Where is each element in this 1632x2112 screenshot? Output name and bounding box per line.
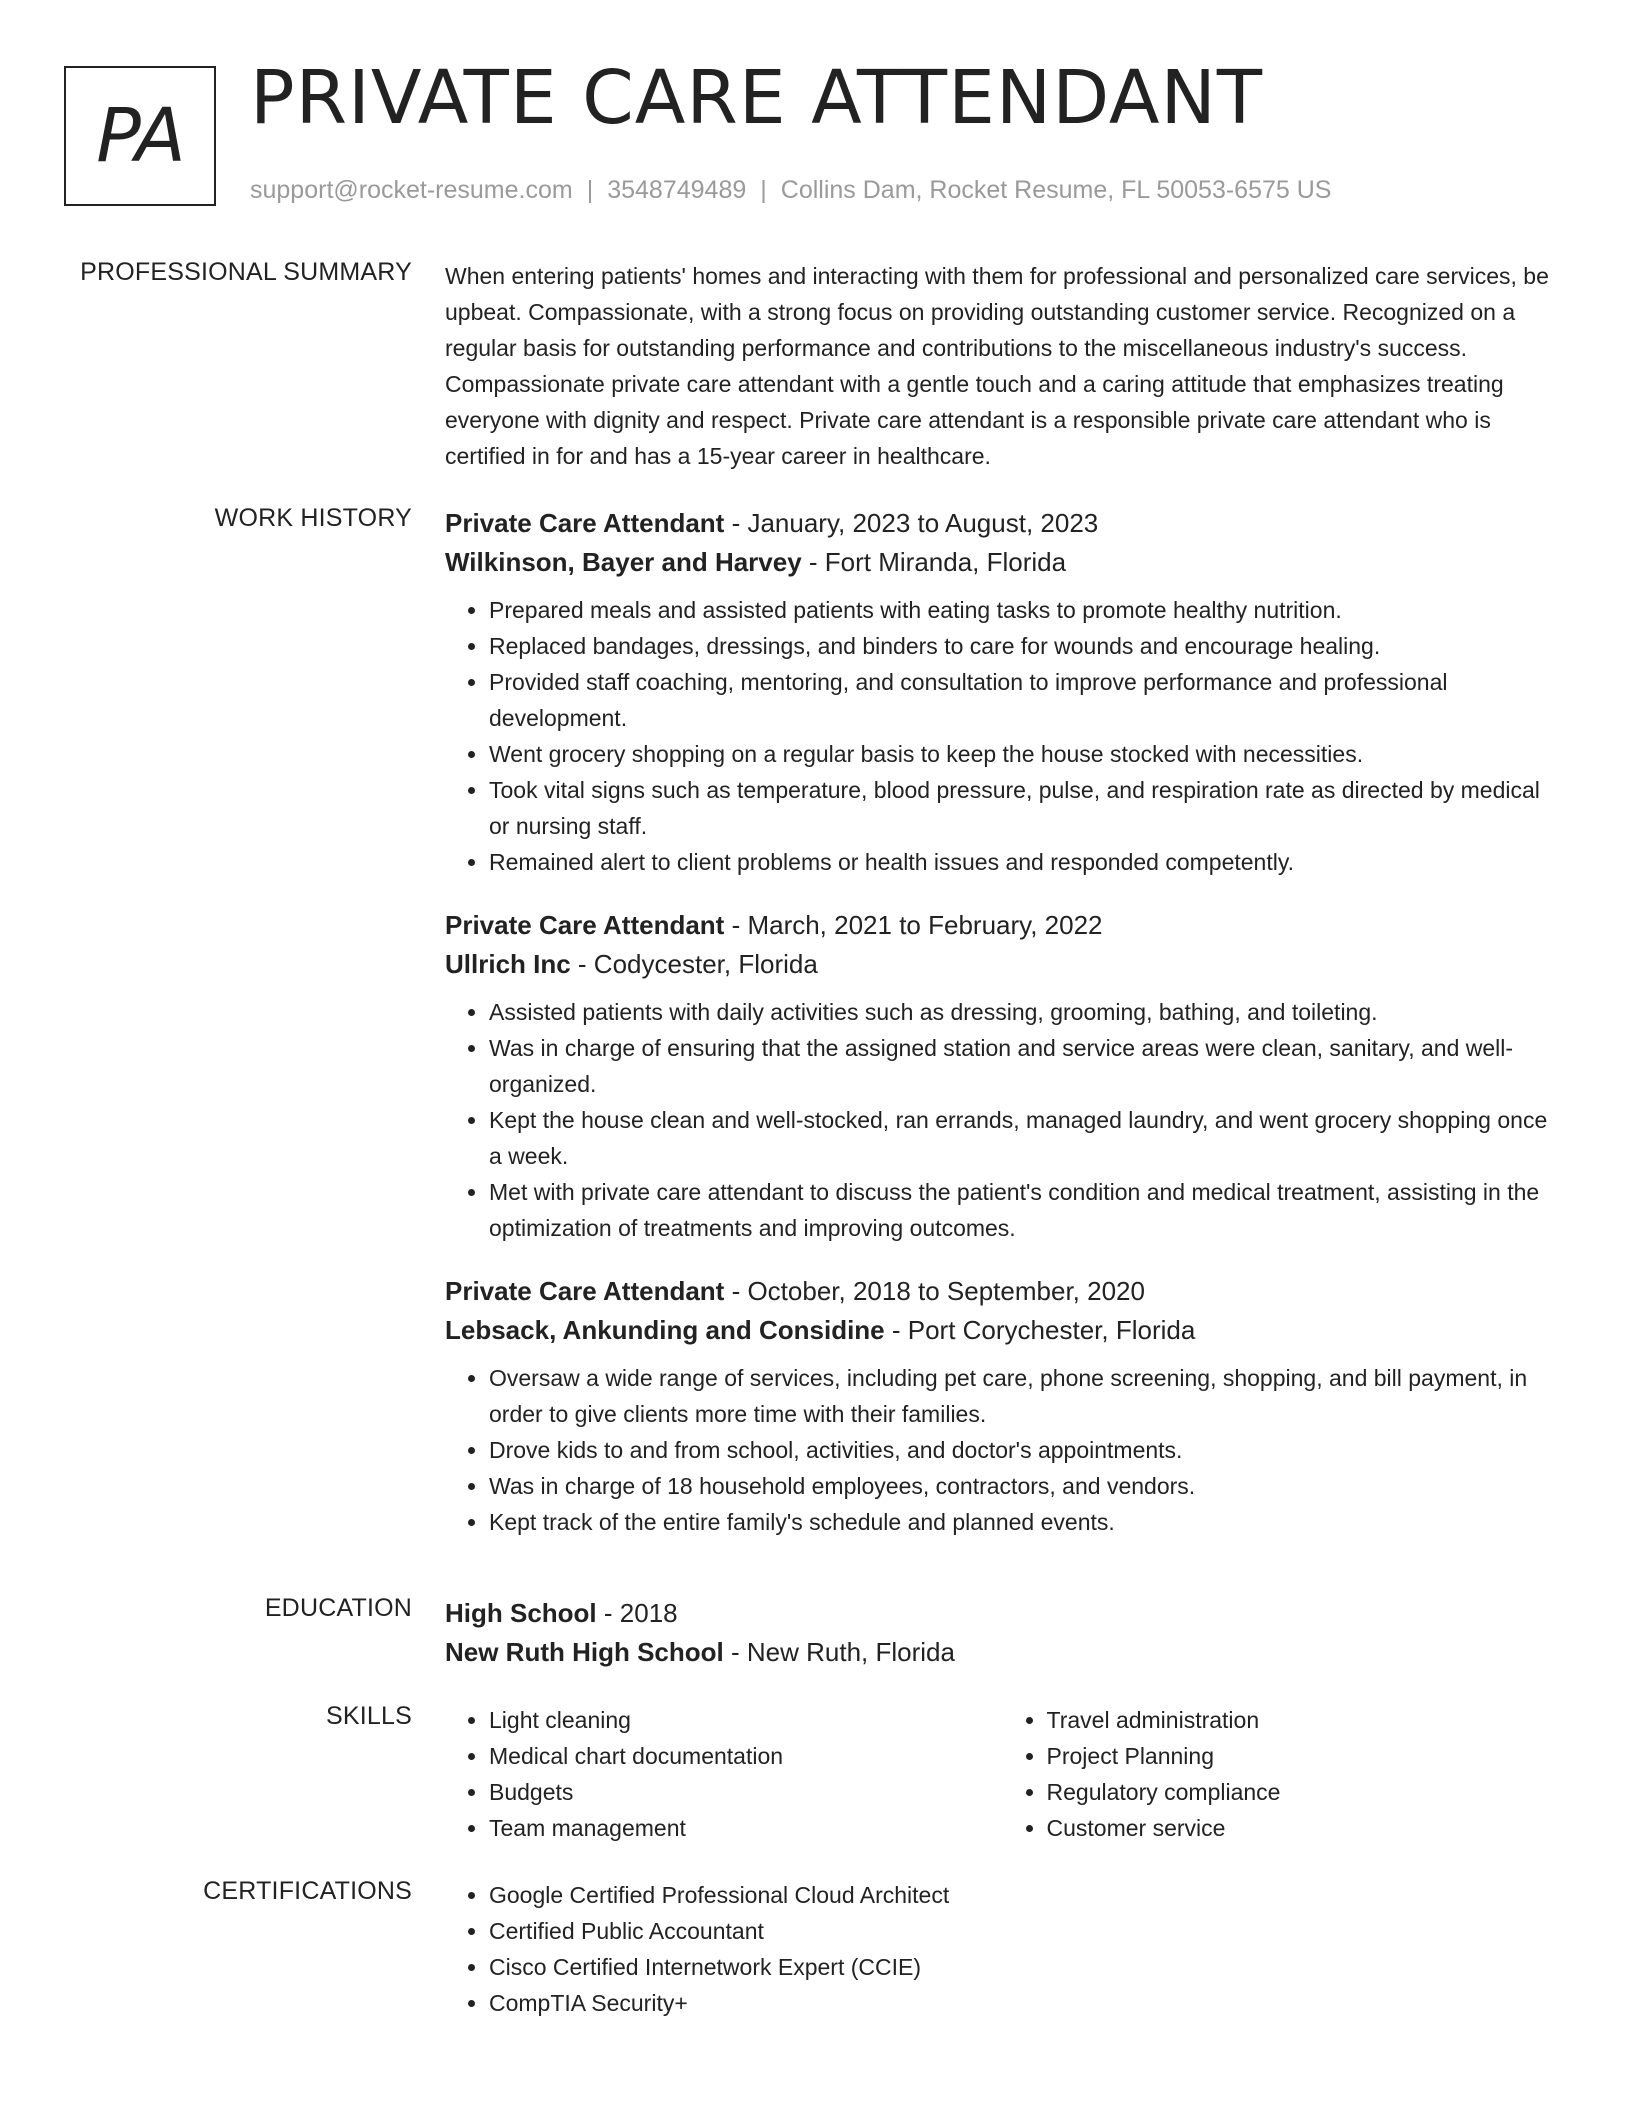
section-label-work-history: WORK HISTORY — [214, 504, 412, 532]
certification-item: • Cisco Certified Internetwork Expert (CCIE) — [489, 1949, 1560, 1985]
job-duties-list — [445, 592, 1560, 880]
section-label-certifications: CERTIFICATIONS — [203, 1877, 412, 1905]
contact-separator: | — [760, 176, 767, 204]
job-duty: • Drove kids to and from school, activities, and doctor's appointments. — [489, 1432, 1560, 1468]
section-label-skills: SKILLS — [326, 1702, 412, 1730]
education-body — [445, 1594, 1560, 1672]
education-year: - 2018 — [596, 1598, 678, 1628]
job-duty: • Prepared meals and assisted patients with eating tasks to promote healthy nutrition. — [489, 592, 1560, 628]
job-dates: - March, 2021 to February, 2022 — [724, 910, 1103, 940]
skills-body — [445, 1702, 1560, 1846]
certification-item: • CompTIA Security+ — [489, 1985, 1560, 2021]
job-location: - Codycester, Florida — [570, 949, 818, 979]
job-entry — [445, 504, 1560, 880]
job-company: Lebsack, Ankunding and Considine — [445, 1315, 885, 1345]
job-duty: • Assisted patients with daily activities such as dressing, grooming, bathing, and toileting. — [489, 994, 1560, 1030]
job-company: Ullrich Inc — [445, 949, 571, 979]
education-location: - New Ruth, Florida — [723, 1637, 955, 1667]
skill-item: • Travel administration — [1047, 1702, 1561, 1738]
skill-item: • Medical chart documentation — [489, 1738, 1003, 1774]
job-dates: - October, 2018 to September, 2020 — [724, 1276, 1145, 1306]
job-duty: • Oversaw a wide range of services, including pet care, phone screening, shopping, and bill payment, in order to give clients more time with their families. — [489, 1360, 1560, 1432]
job-location: - Port Corychester, Florida — [884, 1315, 1196, 1345]
skills-list-right — [1003, 1702, 1561, 1846]
skill-item: • Customer service — [1047, 1810, 1561, 1846]
contact-email[interactable]: support@rocket-resume.com — [250, 176, 573, 204]
skills-list-left — [445, 1702, 1003, 1846]
education-school: New Ruth High School — [445, 1637, 724, 1667]
job-title-line — [445, 1272, 1560, 1311]
contact-separator: | — [586, 176, 594, 204]
job-duty: • Was in charge of ensuring that the assigned station and service areas were clean, sanitary, and well-organized. — [489, 1030, 1560, 1102]
job-company-line — [445, 945, 1560, 984]
job-title: Private Care Attendant — [445, 508, 725, 538]
skill-item: • Project Planning — [1047, 1738, 1561, 1774]
job-company-line — [445, 543, 1560, 582]
job-dates: - January, 2023 to August, 2023 — [724, 508, 1099, 538]
job-duties-list — [445, 994, 1560, 1246]
job-duty: • Took vital signs such as temperature, blood pressure, pulse, and respiration rate as directed by medical or nursing staff. — [489, 772, 1560, 844]
job-company: Wilkinson, Bayer and Harvey — [445, 547, 802, 577]
initials-monogram — [64, 66, 216, 206]
job-location: - Fort Miranda, Florida — [801, 547, 1067, 577]
job-entry — [445, 906, 1560, 1246]
job-title-line — [445, 906, 1560, 945]
skill-item: • Light cleaning — [489, 1702, 1003, 1738]
job-company-line — [445, 1311, 1560, 1350]
job-duty: • Replaced bandages, dressings, and binders to care for wounds and encourage healing. — [489, 628, 1560, 664]
job-title: Private Care Attendant — [445, 910, 725, 940]
certification-item: • Certified Public Accountant — [489, 1913, 1560, 1949]
job-duty: • Kept the house clean and well-stocked, ran errands, managed laundry, and went grocery shopping once a week. — [489, 1102, 1560, 1174]
contact-line — [250, 176, 1331, 205]
job-title: Private Care Attendant — [445, 1276, 725, 1306]
education-degree-line — [445, 1594, 1560, 1633]
job-duties-list — [445, 1360, 1560, 1540]
skill-item: • Team management — [489, 1810, 1003, 1846]
section-label-summary: PROFESSIONAL SUMMARY — [80, 258, 412, 286]
certifications-body — [445, 1877, 1560, 2021]
work-history-body — [445, 504, 1560, 1566]
summary-body — [445, 258, 1560, 474]
job-duty: • Was in charge of 18 household employees, contractors, and vendors. — [489, 1468, 1560, 1504]
certification-item: • Google Certified Professional Cloud Architect — [489, 1877, 1560, 1913]
job-duty: • Went grocery shopping on a regular basis to keep the house stocked with necessities. — [489, 736, 1560, 772]
contact-phone[interactable]: 3548749489 — [607, 176, 747, 204]
section-label-education: EDUCATION — [264, 1594, 412, 1622]
skill-item: • Regulatory compliance — [1047, 1774, 1561, 1810]
skill-item: • Budgets — [489, 1774, 1003, 1810]
contact-address: Collins Dam, Rocket Resume, FL 50053-6575 US — [780, 176, 1332, 204]
job-duty: • Provided staff coaching, mentoring, and consultation to improve performance and professional development. — [489, 664, 1560, 736]
summary-text: When entering patients' homes and interacting with them for professional and personalized care services, be upbeat. Compassionate, with a strong focus on providing outstanding customer service. Recognized on a regular basis for outstanding performance and contributions to the miscellaneous industry's success. Compassionate private care attendant with a gentle touch and a caring attitude that emphasizes treating everyone with dignity and respect. Private care attendant is a responsible private care attendant who is certified in for and has a 15-year career in healthcare. — [445, 263, 1549, 469]
resume-name: PRIVATE CARE ATTENDANT — [250, 55, 1264, 141]
job-title-line — [445, 504, 1560, 543]
job-entry — [445, 1272, 1560, 1540]
job-duty: • Remained alert to client problems or health issues and responded competently. — [489, 844, 1560, 880]
job-duty: • Kept track of the entire family's schedule and planned events. — [489, 1504, 1560, 1540]
certifications-list — [445, 1877, 1560, 2021]
initials-text: PA — [96, 93, 184, 179]
job-duty: • Met with private care attendant to discuss the patient's condition and medical treatment, assisting in the optimization of treatments and improving outcomes. — [489, 1174, 1560, 1246]
education-school-line — [445, 1633, 1560, 1672]
education-degree: High School — [445, 1598, 597, 1628]
